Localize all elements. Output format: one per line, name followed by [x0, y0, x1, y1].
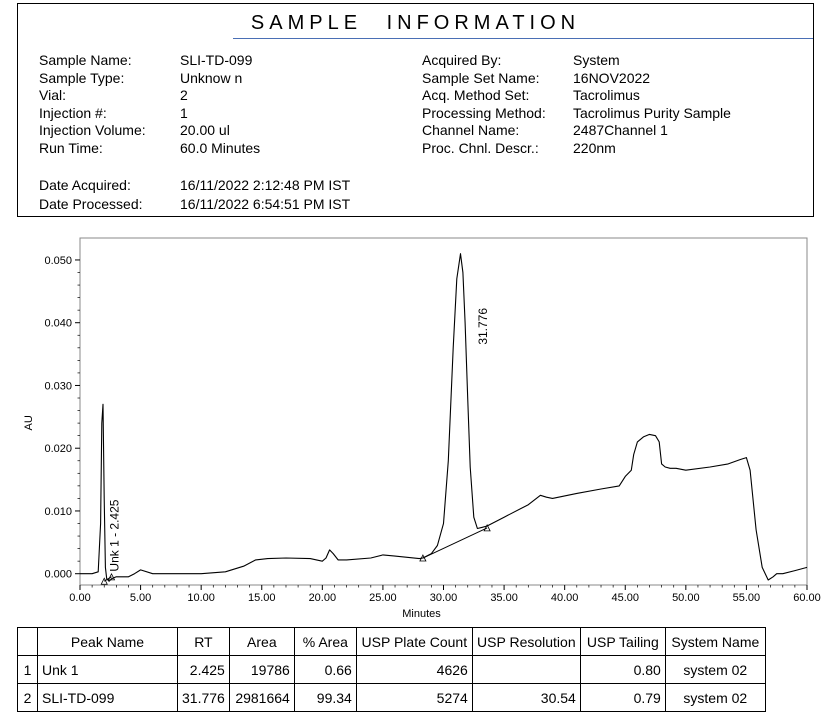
x-tick-label: 10.00: [187, 592, 215, 604]
y-tick-label: 0.010: [44, 505, 72, 518]
y-tick-label: 0.000: [44, 568, 72, 581]
cell-usp-resolution: [472, 656, 580, 684]
sample-information-title: SAMPLE INFORMATION: [250, 12, 581, 34]
value-sample-name: SLI-TD-099: [180, 52, 253, 68]
value-vial: 2: [180, 87, 188, 103]
table-row: [18, 684, 766, 712]
x-tick-label: 0.00: [69, 592, 91, 604]
value-injection-volume: 20.00 ul: [180, 122, 230, 138]
cell-area: 19786: [229, 656, 294, 684]
cell-peak-name: SLI-TD-099: [38, 684, 178, 712]
left-labels: [39, 52, 146, 157]
label-channel-name: Channel Name:: [422, 122, 520, 138]
cell-peak-name: Unk 1: [38, 656, 178, 684]
x-tick-label: 45.00: [611, 592, 640, 604]
peak-label-unk1: Unk 1 - 2.425: [107, 499, 122, 572]
label-proc-chnl-descr: Proc. Chnl. Descr.:: [422, 139, 539, 156]
label-sample-type: Sample Type:: [39, 69, 125, 86]
label-acquired-by: Acquired By:: [422, 52, 502, 68]
value-acq-method-set: Tacrolimus: [573, 87, 640, 103]
value-acquired-by: System: [573, 52, 620, 68]
x-tick-label: 25.00: [369, 592, 397, 604]
value-injection-number: 1: [180, 104, 188, 121]
y-tick-label: 0.040: [44, 317, 72, 330]
x-tick-label: 30.00: [429, 592, 458, 604]
value-proc-chnl-descr: 220nm: [573, 139, 616, 156]
cell-usp-resolution: 30.54: [472, 684, 580, 712]
cell-percent-area: 0.66: [294, 656, 356, 684]
label-run-time: Run Time:: [39, 139, 103, 156]
cell-rt: 31.776: [178, 684, 230, 712]
label-vial: Vial:: [39, 87, 66, 103]
x-tick-label: 20.00: [308, 592, 337, 604]
value-date-acquired: 16/11/2022 2:12:48 PM IST: [180, 177, 351, 193]
label-processing-method: Processing Method:: [422, 104, 546, 121]
cell-rt: 2.425: [178, 656, 230, 684]
label-sample-name: Sample Name:: [39, 52, 132, 68]
value-processing-method: Tacrolimus Purity Sample: [573, 104, 731, 121]
sample-information-panel: [17, 3, 814, 217]
cell-index: 2: [18, 684, 38, 712]
value-sample-set-name: 16NOV2022: [573, 69, 651, 86]
chromatogram-chart: [0, 230, 830, 625]
chromatogram-trace: [80, 254, 807, 582]
label-sample-set-name: Sample Set Name:: [422, 69, 540, 86]
x-axis-label: Minutes: [402, 608, 441, 620]
table-row: [18, 656, 766, 684]
col-percent-area: % Area: [294, 628, 356, 656]
x-tick-label: 55.00: [732, 592, 761, 604]
cell-index: 1: [18, 656, 38, 684]
label-date-processed: Date Processed:: [39, 196, 143, 212]
peak-label-main: 31.776: [476, 307, 491, 345]
table-header-row: [18, 628, 766, 656]
col-rt: RT: [178, 628, 230, 656]
y-tick-label: 0.050: [44, 254, 72, 267]
col-usp-tailing: USP Tailing: [580, 628, 665, 656]
plot-frame: [80, 238, 807, 585]
x-tick-label: 50.00: [672, 592, 700, 604]
y-tick-label: 0.020: [44, 443, 72, 456]
peak-marker: [101, 578, 107, 584]
col-peak-name: Peak Name: [38, 628, 178, 656]
y-axis-label: AU: [23, 415, 35, 431]
cell-system-name: system 02: [665, 656, 765, 684]
col-index: [18, 628, 38, 656]
label-date-acquired: Date Acquired:: [39, 177, 131, 193]
x-tick-label: 35.00: [490, 592, 518, 604]
cell-usp-plate-count: 4626: [356, 656, 472, 684]
x-tick-label: 5.00: [129, 592, 152, 604]
x-tick-label: 15.00: [247, 592, 276, 604]
right-values: [573, 52, 731, 157]
integration-baseline: [423, 528, 487, 558]
y-tick-label: 0.030: [44, 380, 72, 393]
col-usp-plate-count: USP Plate Count: [356, 628, 472, 656]
right-labels: [422, 52, 546, 157]
date-labels: [39, 176, 143, 214]
cell-percent-area: 99.34: [294, 684, 356, 712]
peak-results-table: [17, 627, 766, 712]
col-usp-resolution: USP Resolution: [472, 628, 580, 656]
value-date-processed: 16/11/2022 6:54:51 PM IST: [180, 196, 351, 212]
cell-usp-tailing: 0.79: [580, 684, 665, 712]
cell-system-name: system 02: [665, 684, 765, 712]
label-injection-number: Injection #:: [39, 104, 107, 121]
date-values: [180, 176, 350, 214]
value-run-time: 60.0 Minutes: [180, 139, 261, 156]
col-system-name: System Name: [665, 628, 765, 656]
cell-usp-plate-count: 5274: [356, 684, 472, 712]
label-acq-method-set: Acq. Method Set:: [422, 87, 530, 103]
col-area: Area: [229, 628, 294, 656]
cell-usp-tailing: 0.80: [580, 656, 665, 684]
title-underline: [233, 38, 813, 39]
value-sample-type: Unknow n: [180, 69, 243, 86]
value-channel-name: 2487Channel 1: [573, 122, 668, 138]
cell-area: 2981664: [229, 684, 294, 712]
x-tick-label: 40.00: [550, 592, 579, 604]
label-injection-volume: Injection Volume:: [39, 122, 146, 138]
left-values: [180, 52, 260, 157]
x-tick-label: 60.00: [793, 592, 821, 604]
